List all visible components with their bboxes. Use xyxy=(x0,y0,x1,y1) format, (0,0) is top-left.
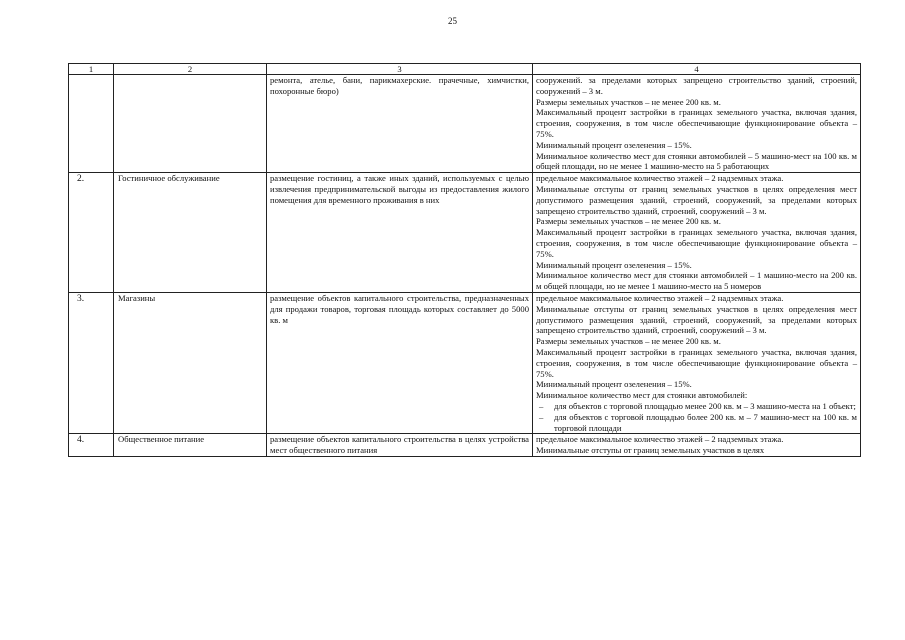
parameter-text: предельное максимальное количество этажей – 2 надземных этажа. xyxy=(536,173,784,184)
page-number: 25 xyxy=(448,16,457,26)
list-item xyxy=(536,412,857,434)
use-type-name xyxy=(114,75,267,173)
table-row xyxy=(69,75,861,173)
parameter-text: Минимальный процент озеленения – 15%. xyxy=(536,139,692,150)
parameter-text: сооружений. за пределами которых запрещено строительство зданий, строений, сооружений – 3 м. xyxy=(536,75,857,96)
parameter-text: Максимальный процент застройки в границах земельного участка, включая здания, строения, сооружения, в том числе обеспечивающие функционирование объекта – 75%. xyxy=(536,227,857,259)
parameter-text: Минимальное количество мест для стоянки автомобилей – 1 машино-место на 200 кв. м общей площади, но не менее 1 машино-место на 5 номеров xyxy=(536,270,857,292)
use-parameters xyxy=(533,75,861,173)
use-description: размещение объектов капитального строительства, предназначенных для продажи товаров, торговая площадь которых составляет до 5000 кв. м xyxy=(267,292,533,433)
parking-bullet-list xyxy=(536,401,857,433)
parameter-text: Минимальный процент озеленения – 15%. xyxy=(536,259,692,270)
parameter-text: Минимальное количество мест для стоянки автомобилей: xyxy=(536,390,748,401)
dash-marker: – xyxy=(539,400,544,411)
row-number: 2. xyxy=(69,173,114,293)
use-type-name: Магазины xyxy=(114,292,267,433)
table-row xyxy=(69,292,861,433)
header-col-4: 4 xyxy=(533,64,861,75)
parameter-text: предельное максимальное количество этажей – 2 надземных этажа. xyxy=(536,292,784,303)
list-item-text: для объектов с торговой площадью менее 200 кв. м – 3 машино-места на 1 объект; xyxy=(554,400,856,411)
row-number: 4. xyxy=(69,434,114,457)
use-description: размещение гостиниц, а также иных зданий, используемых с целью извлечения предпринимательской выгоды из предоставления жилого помещения для временного проживания в них xyxy=(267,173,533,293)
parameter-text: Минимальное количество мест для стоянки автомобилей – 5 машино-мест на 100 кв. м общей площади, но не менее 1 машино-место на 5 работающих xyxy=(536,150,857,172)
parameter-text: Размеры земельных участков – не менее 200 кв. м. xyxy=(536,336,721,347)
table-row xyxy=(69,434,861,457)
row-number: 3. xyxy=(69,292,114,433)
use-type-name: Гостиничное обслуживание xyxy=(114,173,267,293)
header-col-3: 3 xyxy=(267,64,533,75)
use-type-name: Общественное питание xyxy=(114,434,267,457)
use-description: ремонта, ателье, бани, парикмахерские. прачечные, химчистки, похоронные бюро) xyxy=(267,75,533,173)
dash-marker: – xyxy=(539,411,544,422)
header-col-2: 2 xyxy=(114,64,267,75)
header-col-1: 1 xyxy=(69,64,114,75)
table-header-row xyxy=(69,64,861,75)
parameter-text: Минимальные отступы от границ земельных участков в целях определения мест допустимого размещения зданий, строений, сооружений, за пределами которых запрещено строительство зданий, строений, сооружений – 3 м. xyxy=(536,303,857,336)
list-item xyxy=(536,401,857,412)
zoning-table xyxy=(68,63,861,457)
parameter-text: Минимальные отступы от границ земельных участков в целях xyxy=(536,445,765,456)
parameter-text: Размеры земельных участков – не менее 200 кв. м. xyxy=(536,216,721,227)
use-parameters xyxy=(533,292,861,433)
row-number xyxy=(69,75,114,173)
table-row xyxy=(69,173,861,293)
parameter-text: Минимальные отступы от границ земельных участков в целях определения мест допустимого размещения зданий, строений, сооружений, за пределами которых запрещено строительство зданий, строений, сооружений – 3 м. xyxy=(536,183,857,216)
parameter-text: Минимальный процент озеленения – 15%. xyxy=(536,379,692,390)
list-item-text: для объектов с торговой площадью более 200 кв. м – 7 машино-мест на 100 кв. м торговой площади xyxy=(554,411,857,433)
parameter-text: предельное максимальное количество этажей – 2 надземных этажа. xyxy=(536,434,784,445)
use-parameters xyxy=(533,434,861,457)
parameter-text: Размеры земельных участков – не менее 200 кв. м. xyxy=(536,96,721,107)
use-description: размещение объектов капитального строительства в целях устройства мест общественного питания xyxy=(267,434,533,457)
use-parameters xyxy=(533,173,861,293)
parameter-text: Максимальный процент застройки в границах земельного участка, включая здания, строения, сооружения, в том числе обеспечивающие функционирование объекта – 75%. xyxy=(536,346,857,379)
parameter-text: Максимальный процент застройки в границах земельного участка, включая здания, строения, сооружения, в том числе обеспечивающие функционирование объекта – 75%. xyxy=(536,107,857,139)
